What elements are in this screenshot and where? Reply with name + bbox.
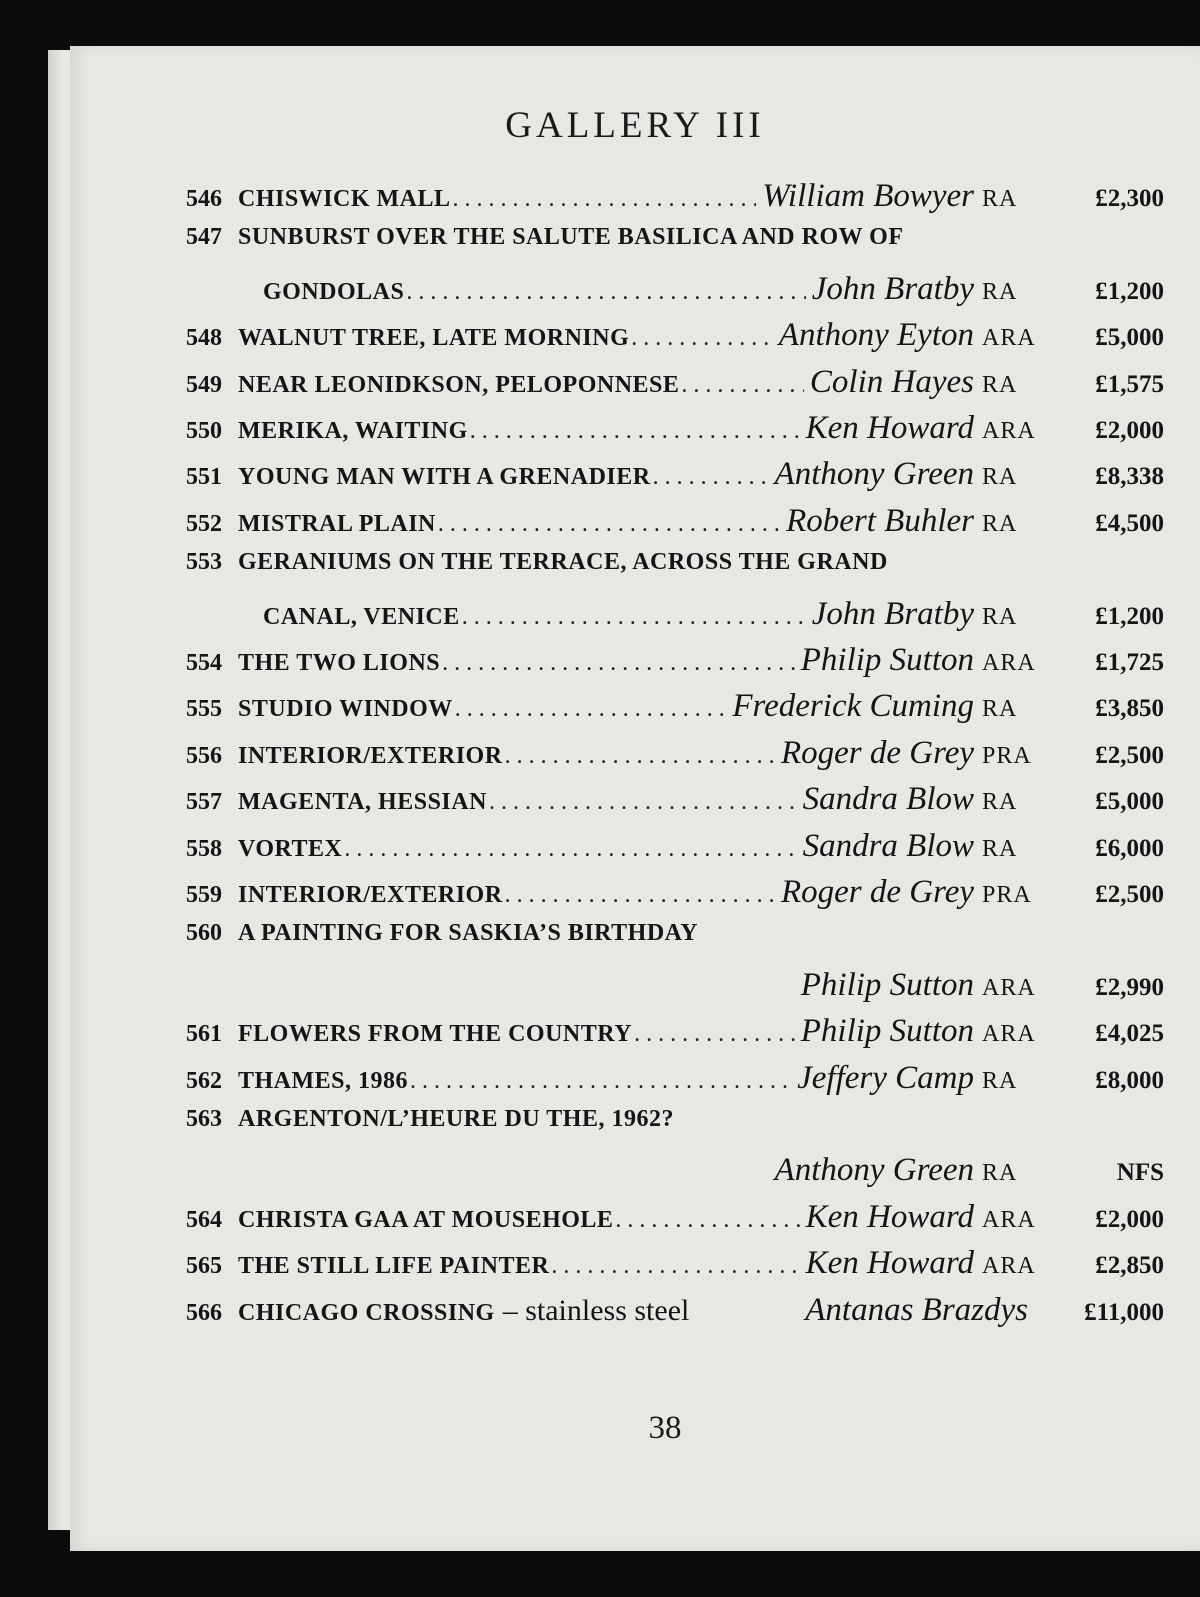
entry-title: YOUNG MAN WITH A GRENADIER [238, 464, 651, 491]
entry-rank: ARA [982, 418, 1036, 444]
entry-price: £2,000 [1095, 417, 1164, 444]
dot-leader [470, 418, 800, 445]
entry-artist: John Bratby [811, 595, 974, 632]
entry-title: CANAL, VENICE [263, 603, 460, 630]
entry-title: GONDOLAS [263, 278, 405, 305]
entry-number: 547 [186, 224, 222, 251]
catalogue-entry-line [186, 1245, 1164, 1291]
catalogue-entry-line [186, 549, 1164, 595]
entry-title: VORTEX [238, 835, 343, 862]
entry-rank: ARA [982, 1206, 1036, 1233]
entry-rank: RA [982, 371, 1018, 398]
entry-rank: RA [982, 835, 1018, 862]
dot-leader [505, 743, 775, 770]
entry-price: £11,000 [1084, 1298, 1164, 1326]
dot-leader [455, 696, 727, 723]
entry-number: 565 [186, 1253, 222, 1280]
entry-number: 561 [186, 1021, 222, 1048]
entry-artist: Roger de Grey [780, 734, 974, 771]
entry-price: £1,200 [1095, 602, 1164, 630]
catalogue-entry-line [186, 1106, 1164, 1152]
entry-artist: Philip Sutton [800, 642, 974, 678]
entry-number: 549 [186, 371, 222, 398]
catalogue-entry-line [186, 967, 1164, 1013]
entry-artist: Sandra Blow [802, 827, 974, 864]
entry-rank: PRA [982, 882, 1032, 908]
dot-leader [615, 1207, 799, 1234]
entry-rank: RA [982, 186, 1018, 212]
catalogue-entry-line [186, 364, 1164, 410]
entry-rank: RA [982, 789, 1018, 816]
entry-number: 553 [186, 549, 222, 576]
entry-rank: ARA [982, 1021, 1036, 1048]
dot-leader [653, 464, 769, 491]
entry-price: £3,850 [1095, 695, 1164, 723]
entry-price: £2,850 [1095, 1252, 1164, 1280]
entry-rank: RA [982, 696, 1018, 723]
catalogue-entry-line [186, 1152, 1164, 1198]
catalogue-entry-line [186, 642, 1164, 688]
entry-title: THE STILL LIFE PAINTER [238, 1253, 550, 1280]
entry-number: 546 [186, 186, 222, 212]
entry-artist: Anthony Green [774, 1152, 974, 1189]
entry-title: THAMES, 1986 [238, 1067, 409, 1094]
entry-price: £2,000 [1095, 1205, 1164, 1233]
dot-leader [681, 372, 804, 399]
entry-price: £8,000 [1095, 1066, 1164, 1094]
entry-number: 548 [186, 325, 222, 352]
entry-title: SUNBURST OVER THE SALUTE BASILICA AND ROW OF [238, 224, 904, 251]
entry-artist: Ken Howard [805, 1245, 974, 1282]
entry-title: STUDIO WINDOW [238, 696, 453, 723]
entry-title: ARGENTON/L’HEURE DU THE, 1962? [238, 1106, 674, 1132]
entry-title: MISTRAL PLAIN [238, 510, 436, 537]
dot-leader [410, 1068, 791, 1095]
entry-price: £5,000 [1095, 788, 1164, 816]
entry-title: INTERIOR/EXTERIOR [238, 882, 503, 908]
dot-leader [505, 882, 775, 909]
entry-rank: ARA [982, 1253, 1036, 1280]
entry-price: NFS [1116, 1159, 1164, 1187]
entry-price: £2,990 [1095, 973, 1164, 1001]
entry-rank: RA [982, 1160, 1018, 1187]
entry-number: 556 [186, 742, 222, 769]
entry-number: 564 [186, 1206, 222, 1233]
entry-rank: PRA [982, 742, 1032, 769]
entry-artist: John Bratby [811, 270, 974, 307]
dot-leader [442, 650, 795, 677]
entry-title: CHICAGO CROSSING [238, 1299, 495, 1326]
entry-number: 563 [186, 1106, 222, 1132]
catalogue-entry-line [186, 317, 1164, 363]
catalogue-entry-line [186, 410, 1164, 456]
entry-artist: Colin Hayes [809, 363, 974, 400]
entry-artist: Ken Howard [805, 410, 974, 446]
catalogue-entry-line [186, 688, 1164, 734]
entry-title: A PAINTING FOR SASKIA’S BIRTHDAY [238, 920, 699, 947]
dot-leader [634, 1021, 795, 1048]
catalogue-entry-line [186, 456, 1164, 502]
entry-rank: RA [982, 1067, 1018, 1094]
entry-rank: ARA [982, 974, 1036, 1001]
page-number: 38 [648, 1410, 682, 1446]
entry-artist: Antanas Brazdys [805, 1291, 1028, 1328]
entry-rank: RA [982, 510, 1018, 537]
dot-leader [462, 604, 806, 631]
entry-price: £4,025 [1095, 1020, 1164, 1048]
entry-price: £1,200 [1095, 277, 1164, 305]
gallery-title: GALLERY III [505, 105, 765, 146]
entry-number: 552 [186, 510, 222, 537]
entry-rank: ARA [982, 650, 1036, 676]
entry-price: £5,000 [1095, 324, 1164, 352]
entry-number: 566 [186, 1299, 222, 1326]
entry-title: FLOWERS FROM THE COUNTRY [238, 1021, 633, 1048]
catalogue-entry-line [186, 503, 1164, 549]
entry-artist: Roger de Grey [780, 874, 974, 910]
entry-number: 551 [186, 464, 222, 491]
entry-price: £6,000 [1095, 834, 1164, 862]
entry-rank: RA [982, 464, 1018, 491]
entry-title: THE TWO LIONS [238, 650, 441, 676]
entry-price: £1,725 [1095, 649, 1164, 676]
entry-artist: William Bowyer [762, 178, 974, 214]
entry-number: 550 [186, 418, 222, 444]
entry-title: NEAR LEONIDKSON, PELOPONNESE [238, 371, 680, 398]
entry-price: £2,500 [1095, 741, 1164, 769]
entry-artist: Anthony Eyton [778, 317, 974, 354]
entry-rank: ARA [982, 325, 1036, 352]
entry-artist: Jeffery Camp [797, 1059, 974, 1096]
catalogue-entry-line [186, 271, 1164, 317]
entry-artist: Sandra Blow [802, 781, 974, 818]
catalogue-entry-line [186, 1292, 1164, 1338]
entry-number: 560 [186, 920, 222, 947]
entry-artist: Philip Sutton [800, 1013, 974, 1050]
entry-number: 558 [186, 835, 222, 862]
catalogue-entry-line [186, 920, 1164, 966]
entry-rank: RA [982, 603, 1018, 630]
dot-leader [453, 186, 757, 213]
entry-price: £2,300 [1095, 185, 1164, 212]
entry-title: MAGENTA, HESSIAN [238, 789, 487, 816]
entry-title: INTERIOR/EXTERIOR [238, 742, 503, 769]
dot-leader [344, 836, 796, 863]
entry-title: WALNUT TREE, LATE MORNING [238, 325, 630, 352]
entry-number: 557 [186, 789, 222, 816]
entry-price: £4,500 [1095, 509, 1164, 537]
catalogue-entry-line [186, 781, 1164, 827]
catalogue-entry-line [186, 596, 1164, 642]
entry-price: £2,500 [1095, 881, 1164, 908]
catalogue-entry-line [186, 1013, 1164, 1059]
dot-leader [631, 325, 773, 352]
entry-title: GERANIUMS ON THE TERRACE, ACROSS THE GRAND [238, 549, 888, 576]
catalogue-entry-line [186, 735, 1164, 781]
entry-artist: Frederick Cuming [732, 688, 974, 725]
entry-title: MERIKA, WAITING [238, 418, 468, 444]
dot-leader [406, 279, 805, 306]
entry-price: £8,338 [1095, 463, 1164, 491]
catalogue-entry-line [186, 1199, 1164, 1245]
entry-price: £1,575 [1095, 370, 1164, 398]
dot-leader [551, 1253, 799, 1280]
dot-leader [489, 789, 797, 816]
dot-leader [438, 511, 780, 538]
entry-number: 562 [186, 1067, 222, 1094]
entry-artist: Ken Howard [805, 1198, 974, 1235]
catalogue-entry-line [186, 828, 1164, 874]
catalogue-entry-line [186, 874, 1164, 920]
entry-artist: Philip Sutton [800, 966, 974, 1003]
entry-title: CHRISTA GAA AT MOUSEHOLE [238, 1206, 614, 1233]
entry-number: 555 [186, 696, 222, 723]
entry-artist: Anthony Green [774, 456, 974, 493]
entry-number: 559 [186, 882, 222, 908]
entry-title: CHISWICK MALL [238, 186, 451, 212]
entry-number: 554 [186, 650, 222, 676]
catalogue-entry-line [186, 178, 1164, 224]
catalogue-entry-line [186, 1060, 1164, 1106]
entry-medium: – stainless steel [502, 1293, 690, 1327]
entry-artist: Robert Buhler [786, 502, 974, 539]
catalogue-entry-line [186, 224, 1164, 270]
entry-rank: RA [982, 278, 1018, 305]
